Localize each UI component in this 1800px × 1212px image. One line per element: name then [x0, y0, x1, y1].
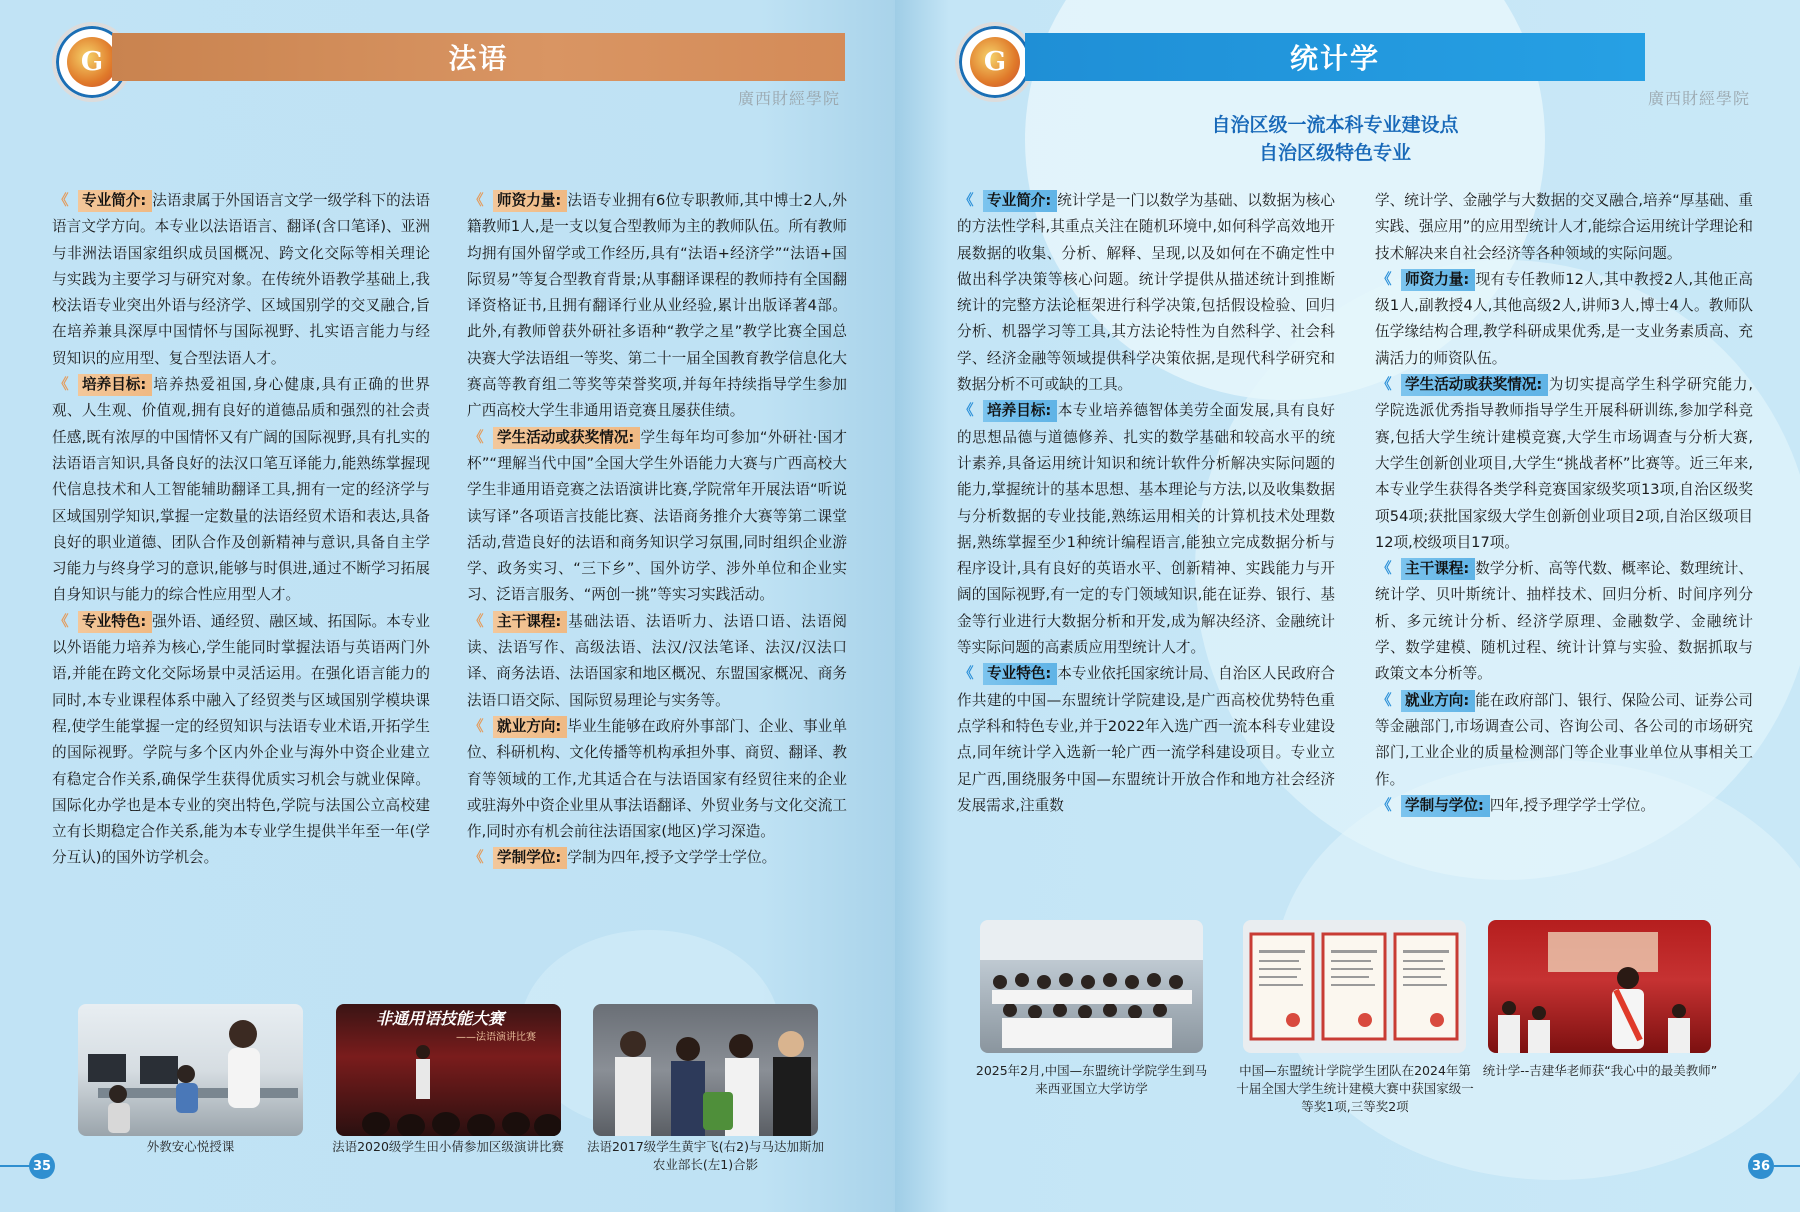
- photo-caption: 2025年2月,中国—东盟统计学院学生到马来西亚国立大学访学: [975, 1063, 1208, 1096]
- right-column-1: [957, 188, 1335, 819]
- section-text: 法语专业拥有6位专职教师,其中博士2人,外籍教师1人,是一支以复合型教师为主的教师队伍。所有教师均拥有国外留学或工作经历,具有“法语+经济学”“法语+国际贸易”等复合型教育背景;从事翻译课程的教师持有全国翻译资格证书,且拥有翻译行业从业经验,累计出版译著4部。此外,有教师曾获外研社多语种“教学之星”教学比赛全国总决赛大学法语组一等奖、第二十一届全国教育教学信息化大赛高等教育组二等奖等荣誉奖项,并每年持续指导学生参加广西高校大学生非通用语竞赛且屡获佳绩。: [467, 192, 847, 420]
- college-watermark: 廣西財經學院: [1647, 89, 1750, 108]
- section-heading: 《 主干课程:: [467, 611, 567, 633]
- section-text: 四年,授予理学学士学位。: [1489, 796, 1655, 814]
- page-left-french: [0, 0, 895, 1212]
- subtitle-featured: 自治区级特色专业: [1258, 142, 1411, 164]
- photo-group-meeting: [593, 1004, 818, 1136]
- award-illustration: [1488, 920, 1711, 1053]
- page-title: 统计学: [1289, 42, 1380, 75]
- section-text: 学制为四年,授予文学学士学位。: [567, 849, 777, 867]
- page-number-line: [0, 1165, 30, 1167]
- section-paragraph: [1375, 267, 1753, 372]
- section-heading: 《 专业简介:: [957, 190, 1057, 212]
- section-paragraph: [1375, 688, 1753, 793]
- photo-caption: 法语2020级学生田小倩参加区级演讲比赛: [332, 1139, 564, 1154]
- subtitle-first-class: 自治区级一流本科专业建设点: [1211, 114, 1459, 136]
- section-text: 本专业培养德智体美劳全面发展,具有良好的思想品德与道德修养、扎实的数学基础和较高水平的统计素养,具备运用统计知识和统计软件分析解决实际问题的能力,掌握统计的基本思想、基本理论与方法,以及收集数据与分析数据的专业技能,熟练运用相关的计算机技术处理数据,熟练掌握至少1种统计编程语言,能独立完成数据分析与程序设计,具有良好的英语水平、创新精神、实践能力与开阔的国际视野,有一定的专门领域知识,能在证券、银行、基金等行业进行大数据分析和开发,成为解决经济、金融统计等实际问题的高素质应用型统计人才。: [957, 402, 1335, 657]
- page-title-bar: [1025, 33, 1645, 81]
- section-heading: 《 培养目标:: [52, 374, 152, 396]
- section-heading: 《 学制与学位:: [1375, 795, 1490, 817]
- section-heading: 《 主干课程:: [1375, 558, 1475, 580]
- section-heading: 《 师资力量:: [467, 190, 567, 212]
- section-heading: 《 专业简介:: [52, 190, 152, 212]
- section-paragraph: [467, 714, 847, 845]
- section-text: 毕业生能够在政府外事部门、企业、事业单位、科研机构、文化传播等机构承担外事、商贸、翻译、教育等领域的工作,尤其适合在与法语国家有经贸往来的企业或驻海外中资企业里从事法语翻译、外贸业务与文化交流工作,同时亦有机会前往法语国家(地区)学习深造。: [467, 717, 847, 841]
- photo-speech-contest: [336, 1004, 561, 1136]
- section-paragraph: [957, 398, 1335, 661]
- section-text: 现有专任教师12人,其中教授2人,其他正高级1人,副教授4人,其他高级2人,讲师3人,博士4人。教师队伍学缘结构合理,教学科研成果优秀,是一支业务素质高、充满活力的师资队伍。: [1375, 270, 1753, 367]
- section-text: 数学分析、高等代数、概率论、数理统计、统计学、贝叶斯统计、抽样技术、回归分析、时间序列分析、多元统计分析、经济学原理、金融数学、金融统计学、数学建模、随机过程、统计计算与实验、数据抓取与政策文本分析等。: [1375, 560, 1753, 683]
- banner-subtitle: ——法语演讲比赛: [456, 1032, 536, 1043]
- page-number: 35: [29, 1153, 55, 1179]
- section-text: 法语隶属于外国语言文学一级学科下的法语语言文学方向。本专业以法语语言、翻译(含口笔译)、亚洲与非洲法语国家组织成员国概况、跨文化交际等相关理论与实践为主要学习与研究对象。在传统外语教学基础上,我校法语专业突出外语与经济学、区域国别学的交叉融合,旨在培养兼具深厚中国情怀与国际视野、扎实语言能力与经贸知识的应用型、复合型法语人才。: [52, 192, 430, 367]
- section-paragraph: [957, 188, 1335, 398]
- section-text: 培养热爱祖国,身心健康,具有正确的世界观、人生观、价值观,拥有良好的道德品质和强烈的社会责任感,既有浓厚的中国情怀又有广阔的国际视野,具有扎实的法语语言知识,具备良好的法汉口笔互译能力,能熟练掌握现代信息技术和人工智能辅助翻译工具,拥有一定的经济学与区域国别学知识,掌握一定数量的法语经贸术语和表达,具备良好的职业道德、团队合作及创新精神与意识,具备自主学习能力与终身学习的意识,能够与时俱进,通过不断学习拓展自身知识与能力的综合性应用型人才。: [52, 376, 430, 604]
- classroom-illustration: [78, 1004, 303, 1136]
- section-paragraph: [1375, 793, 1753, 819]
- audience-illustration: [336, 1004, 561, 1136]
- banner-text: 非通用语技能大赛: [376, 1009, 505, 1028]
- page-right-statistics: [895, 0, 1800, 1212]
- section-heading: 《 专业特色:: [957, 663, 1057, 685]
- certificates-illustration: [1243, 920, 1466, 1053]
- page-title-bar: [112, 33, 845, 81]
- section-heading: 《 师资力量:: [1375, 269, 1475, 291]
- logo-emblem-icon: G: [67, 37, 117, 87]
- page-title: 法语: [448, 42, 509, 75]
- section-paragraph: [1375, 556, 1753, 687]
- section-text: 学生每年均可参加“外研社·国才杯”“理解当代中国”全国大学生外语能力大赛与广西高校大学生非通用语竞赛之法语演讲比赛,学院常年开展法语“听说读写译”各项语言技能比赛、法语商务推介大赛等第二课堂活动,营造良好的法语和商务知识学习氛围,同时组织企业游学、政务实习、“三下乡”、国外访学、涉外单位和企业实习、泛语言服务、“两创一挑”等实习实践活动。: [467, 428, 847, 604]
- section-heading: 《 培养目标:: [957, 400, 1057, 422]
- section-paragraph: [52, 188, 430, 372]
- section-paragraph: [52, 609, 430, 872]
- photo-caption: 外教安心悦授课: [146, 1139, 235, 1154]
- section-text: 为切实提高学生科学研究能力,学院选派优秀指导教师指导学生开展科研训练,参加学科竞赛,包括大学生统计建模竞赛,大学生市场调查与分析大赛,大学生创新创业项目,大学生“挑战者杯”比赛等。近三年来,本专业学生获得各类学科竞赛国家级奖项13项,自治区级奖项54项;获批国家级大学生创新创业项目2项,自治区级项目12项,校级项目17项。: [1375, 376, 1753, 551]
- photo-caption: 统计学--吉建华老师获“我心中的最美教师”: [1482, 1063, 1718, 1078]
- left-column-1: [52, 188, 430, 872]
- college-watermark: 廣西財經學院: [737, 89, 840, 108]
- section-heading: 《 学生活动或获奖情况:: [1375, 374, 1548, 396]
- section-paragraph: [52, 372, 430, 609]
- section-paragraph: [1375, 188, 1753, 267]
- section-heading: 《 就业方向:: [467, 716, 567, 738]
- college-logo: [955, 22, 1035, 102]
- section-paragraph: [467, 425, 847, 609]
- section-text: 本专业依托国家统计局、自治区人民政府合作共建的中国—东盟统计学院建设,是广西高校优势特色重点学科和特色专业,并于2022年入选广西一流本科专业建设点,同年统计学入选新一轮广西一流学科建设项目。专业立足广西,围绕服务中国—东盟统计开放合作和地方社会经济发展需求,注重数: [957, 665, 1335, 814]
- section-text: 能在政府部门、银行、保险公司、证券公司等金融部门,市场调查公司、咨询公司、各公司的市场研究部门,工业企业的质量检测部门等企业事业单位从事相关工作。: [1375, 691, 1753, 788]
- photo-classroom: [78, 1004, 303, 1136]
- section-text: 基础法语、法语听力、法语口语、法语阅读、法语写作、高级法语、法汉/汉法笔译、法汉/汉法口译、商务法语、法语国家和地区概况、东盟国家概况、商务法语口语交际、国际贸易理论与实务等。: [467, 612, 847, 709]
- section-paragraph: [467, 188, 847, 425]
- group-illustration: [593, 1004, 818, 1136]
- photo-best-teacher: [1488, 920, 1711, 1053]
- page-number-line: [1774, 1165, 1800, 1167]
- visit-illustration: [980, 920, 1203, 1053]
- section-text: 统计学是一门以数学为基础、以数据为核心的方法性学科,其重点关注在随机环境中,如何科学高效地开展数据的收集、分析、解释、呈现,以及如何在不确定性中做出科学决策等核心问题。统计学提供从描述统计到推断统计的完整方法论框架进行科学决策,包括假设检验、回归分析、机器学习等工具,其方法论特性为自然科学、社会科学、经济金融等领域提供科学决策依据,是现代科学研究和数据分析不可或缺的工具。: [957, 192, 1335, 394]
- section-heading: 《 专业特色:: [52, 611, 152, 633]
- section-paragraph: [467, 609, 847, 714]
- page-number: 36: [1748, 1153, 1774, 1179]
- section-heading: 《 学生活动或获奖情况:: [467, 427, 640, 449]
- photo-caption: 法语2017级学生黄宇飞(右2)与马达加斯加农业部长(左1)合影: [586, 1139, 825, 1172]
- logo-emblem-icon: G: [970, 37, 1020, 87]
- photo-caption: 中国—东盟统计学院学生团队在2024年第十届全国大学生统计建模大赛中获国家级一等奖1项,三等奖2项: [1236, 1063, 1474, 1114]
- section-heading: 《 学制学位:: [467, 847, 567, 869]
- section-heading: 《 就业方向:: [1375, 690, 1475, 712]
- section-text: 强外语、通经贸、融区域、拓国际。本专业以外语能力培养为核心,学生能同时掌握法语与英语两门外语,并能在跨文化交际场景中灵活运用。在强化语言能力的同时,本专业课程体系中融入了经贸类与区域国别学模块课程,使学生能掌握一定的经贸知识与法语专业术语,开拓学生的国际视野。学院与多个区内外企业与海外中资企业建立有稳定合作关系,确保学生获得优质实习机会与就业保障。国际化办学也是本专业的突出特色,学院与法国公立高校建立有长期稳定合作关系,能为本专业学生提供半年至一年(学分互认)的国外访学机会。: [52, 612, 430, 867]
- section-text: 学、统计学、金融学与大数据的交叉融合,培养“厚基础、重实践、强应用”的应用型统计人才,能综合运用统计学理论和技术解决来自社会经济等各种领域的实际问题。: [1375, 192, 1753, 262]
- photo-certificates: [1243, 920, 1466, 1053]
- section-paragraph: [1375, 372, 1753, 556]
- left-column-2: [467, 188, 847, 872]
- right-column-2: [1375, 188, 1753, 819]
- section-paragraph: [467, 845, 847, 871]
- section-paragraph: [957, 661, 1335, 819]
- photo-visit-group: [980, 920, 1203, 1053]
